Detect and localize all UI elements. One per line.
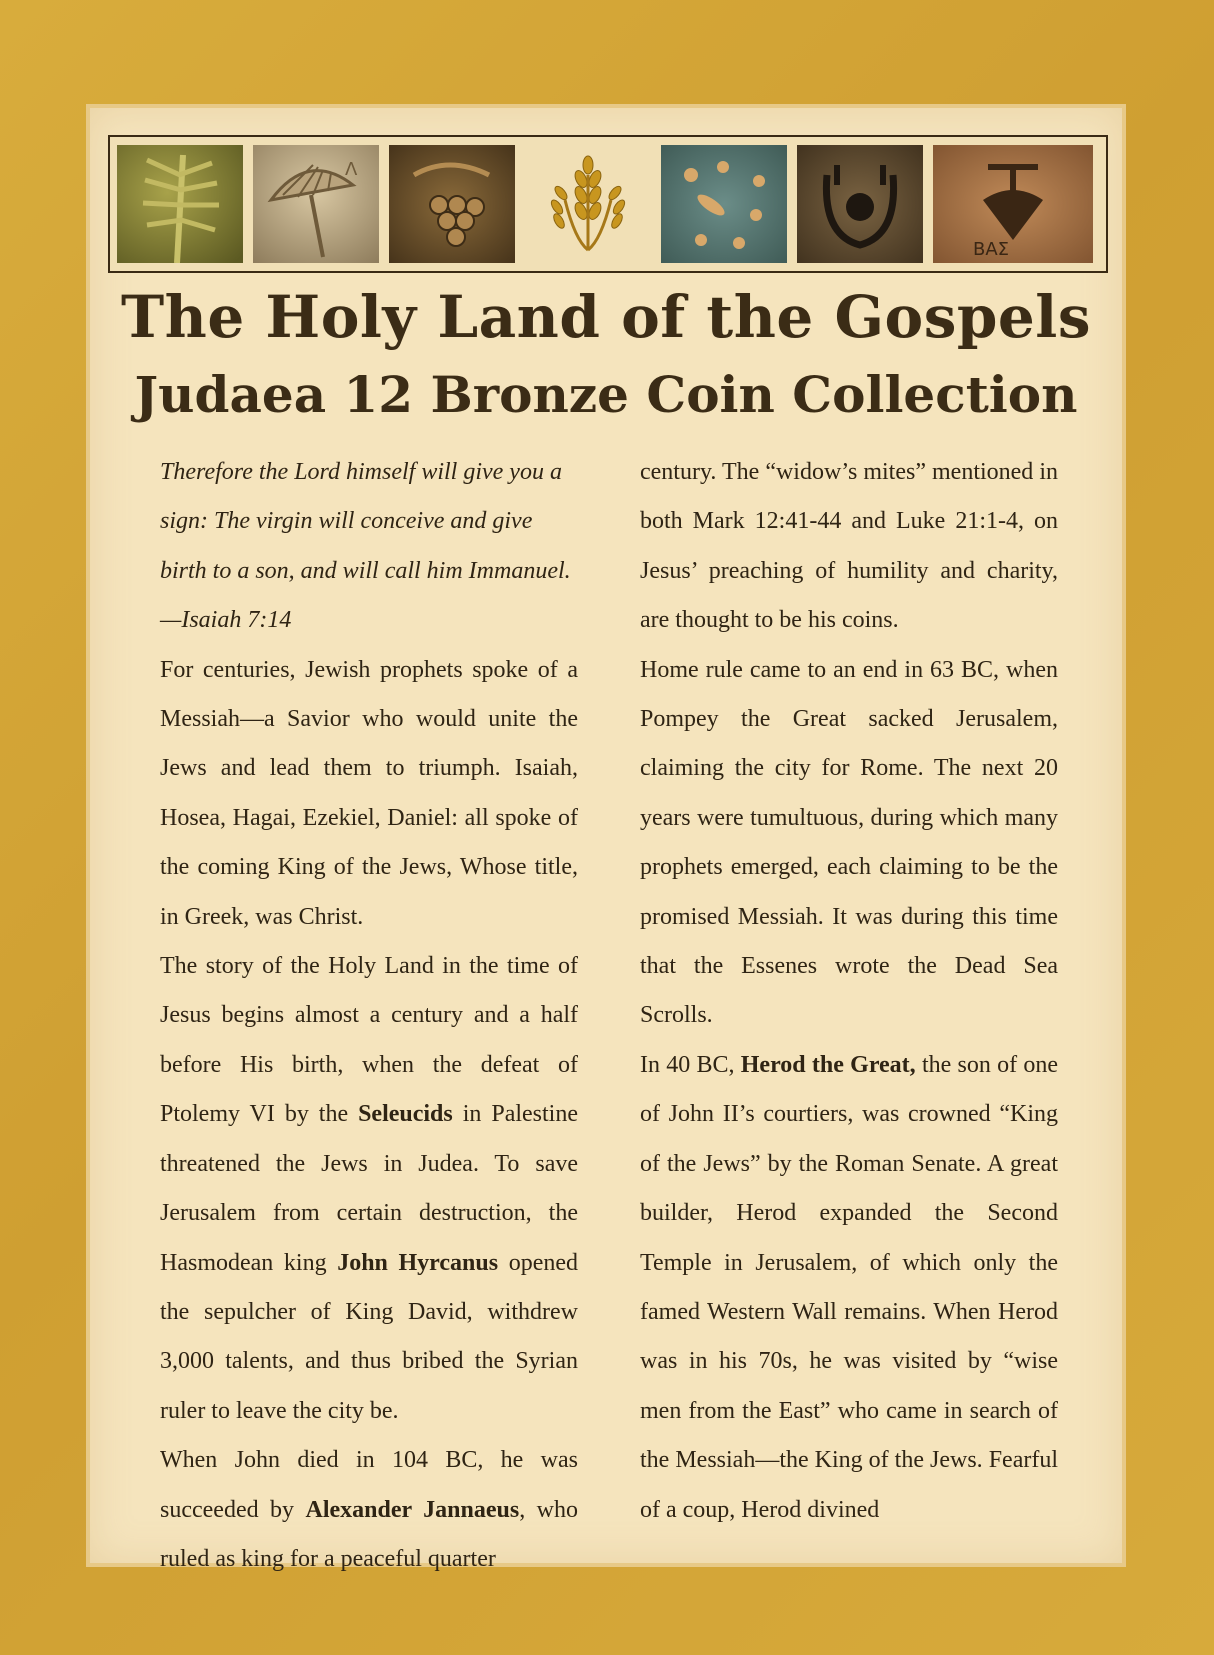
star-coin-icon xyxy=(661,145,787,263)
amphora-coin-icon xyxy=(797,145,923,263)
paragraph-home-rule: Home rule came to an end in 63 BC, when Pompey the Great sacked Jerusalem, claiming the city for Rome. The next 20 years were tumultuous, during which many prophets emerged, each claiming to be the promised Messiah. It was during this time that the Essenes wrote the Dead Sea Scrolls. xyxy=(640,656,1058,1029)
paragraph-text: the son of one of John II’s courtiers, was crowned “King of the Jews” by the Roman Senate. A great builder, Herod expanded the Second Temple in Jerusalem, of which only the famed Western Wall remains. When Herod was in his 70s, he was visited by “wise men from the East” who came in search of the Messiah—the King of the Jews. Fearful of a coup, Herod divined xyxy=(640,1051,1058,1523)
paragraph-text: , who ruled as king for a peaceful quarter xyxy=(160,1496,578,1572)
coin-image-strip xyxy=(108,135,1108,273)
paragraph-story xyxy=(160,942,578,1436)
emphasis-alexander-jannaeus: Alexander Jannaeus xyxy=(305,1496,520,1523)
page-subtitle: Judaea 12 Bronze Coin Collection xyxy=(134,365,1078,424)
paragraph-text: The story of the Holy Land in the time of Jesus begins almost a century and a half before His birth, when the defeat of Ptolemy VI by the xyxy=(160,953,578,1128)
grapes-coin-icon xyxy=(389,145,515,263)
umbrella-coin-icon xyxy=(253,145,379,263)
paragraph-text: When John died in 104 BC, he was succeeded by xyxy=(160,1447,578,1523)
paragraph-text: in Palestine threatened the Jews in Judea. To save Jerusalem from certain destruction, the Hasmodean king xyxy=(160,1101,578,1276)
paragraph-john-died xyxy=(160,1436,578,1584)
anchor-coin-icon xyxy=(933,145,1093,263)
isaiah-quote: Therefore the Lord himself will give you a sign: The virgin will conceive and give birth to a son, and will call him Immanuel.—Isaiah 7:14 xyxy=(160,459,571,634)
emphasis-herod-the-great: Herod the Great, xyxy=(740,1051,916,1078)
emphasis-john-hyrcanus: John Hyrcanus xyxy=(337,1249,499,1276)
emphasis-seleucids: Seleucids xyxy=(358,1101,453,1128)
page-title: The Holy Land of the Gospels xyxy=(120,283,1091,351)
paragraph-herod xyxy=(640,1041,1058,1535)
palm-branch-coin-icon xyxy=(117,145,243,263)
paragraph-text: In 40 BC, xyxy=(640,1051,741,1078)
right-column xyxy=(640,448,1058,1535)
left-column xyxy=(160,448,578,1584)
svg-text:BAΣ: BAΣ xyxy=(973,239,1010,260)
wheat-ears-icon xyxy=(525,145,651,263)
paragraph-prophets: For centuries, Jewish prophets spoke of a Messiah—a Savior who would unite the Jews and lead them to triumph. Isaiah, Hosea, Hagai, Ezekiel, Daniel: all spoke of the coming King of the Jews, Whose title, in Greek, was Christ. xyxy=(160,656,578,930)
content-panel xyxy=(90,108,1122,1572)
svg-text:Λ: Λ xyxy=(345,159,358,180)
paragraph-widows-mites: century. The “widow’s mites” mentioned in both Mark 12:41-44 and Luke 21:1-4, on Jesus’ preaching of humility and charity, are thought to be his coins. xyxy=(640,459,1058,634)
paragraph-text: opened the sepulcher of King David, withdrew 3,000 talents, and thus bribed the Syrian ruler to leave the city be. xyxy=(160,1249,578,1424)
